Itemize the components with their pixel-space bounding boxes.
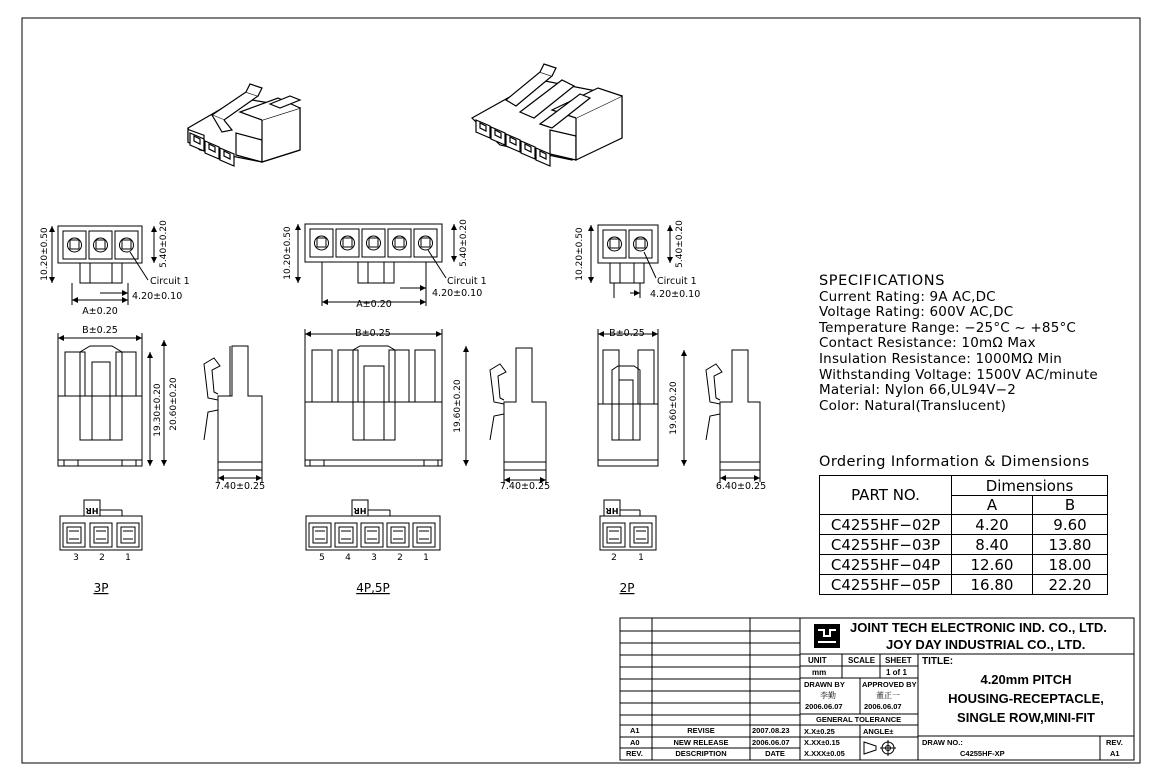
v3p-side-dim: 7.40±0.25 [214,481,266,492]
table-row [820,575,1108,595]
drawno-label: DRAW NO.: [922,738,963,747]
v2p-dim-b: B±0.25 [609,328,645,339]
v45p-dim-right: 5.40±0.20 [459,219,469,267]
part-cell: C4255HF−05P [820,575,952,595]
general-tolerance-label: GENERAL TOLERANCE [816,715,902,724]
spec-line: Current Rating: 9A AC,DC [819,288,996,305]
v45p-label: 4P,5P [356,581,390,595]
company-logo-icon [814,624,840,648]
angle-label: ANGLE± [863,727,894,736]
approved-date: 2006.06.07 [864,702,902,711]
b-cell: 18.00 [1033,555,1108,575]
table-row [820,535,1108,555]
side-view-3p [204,346,262,482]
v3p-dim-a: A±0.20 [82,306,118,317]
v3p-pin-1: 1 [125,553,131,563]
title-label: TITLE: [922,656,954,667]
spec-line: Insulation Resistance: 1000MΩ Min [819,350,1063,367]
rev-row-2-desc: NEW RELEASE [673,738,729,747]
v2p-dim-height: 10.20±0.50 [575,227,585,281]
ordering-table [819,475,1108,595]
spec-line: Withstanding Voltage: 1500V AC/minute [819,366,1098,383]
v2p-side-dim: 6.40±0.25 [715,481,767,492]
part-cell: C4255HF−04P [820,555,952,575]
v3p-pitch-dim: 4.20±0.10 [132,291,183,302]
v45p-pin-1: 1 [423,553,429,563]
approved-by-label: APPROVED BY [862,680,917,689]
sheet-value: 1 of 1 [886,668,907,677]
rev-value: A1 [1110,749,1120,758]
front-view-2p [591,225,670,298]
a-cell: 12.60 [952,555,1033,575]
mating-view-3p [60,500,142,550]
rev-header-desc: DESCRIPTION [675,749,727,758]
v45p-side-dim: 7.40±0.25 [499,481,551,492]
v3p-pin-3: 3 [73,553,79,563]
rev-header-rev: REV. [626,749,643,758]
side-view-5p [490,348,546,484]
v2p-label: 2P [619,581,635,595]
drawn-date: 2006.06.07 [805,702,843,711]
projection-symbol-icon [862,738,902,756]
v45p-dim-a: A±0.20 [356,299,392,310]
company-name-2: JOY DAY INDUSTRIAL CO., LTD. [886,637,1086,652]
v2p-pitch-dim: 4.20±0.10 [650,289,701,300]
v45p-h1: 19.60±0.20 [453,379,463,433]
front-view-5p [298,224,454,306]
tolerance-3: X.XXX±0.05 [804,749,845,758]
v2p-pin-2: 2 [611,553,617,563]
col-dims-header: Dimensions [952,476,1108,496]
spec-line: Temperature Range: −25°C ~ +85°C [819,319,1077,336]
ordering-title: Ordering Information & Dimensions [819,454,1090,470]
specifications [819,274,1098,414]
table-row [820,555,1108,575]
scale-label: SCALE [848,656,876,665]
title-line-3: SINGLE ROW,MINI-FIT [957,710,1095,725]
v3p-pin-2: 2 [99,553,105,563]
approved-by-name: 董正一 [876,691,900,700]
v2p-logo-mark: HR [605,506,619,515]
unit-value: mm [812,668,827,677]
table-row [820,515,1108,535]
rev-label: REV. [1106,738,1123,747]
b-cell: 9.60 [1033,515,1108,535]
col-a-header: A [952,496,1033,515]
v2p-dim-right: 5.40±0.20 [675,220,685,268]
a-cell: 4.20 [952,515,1033,535]
v45p-pin-3: 3 [371,553,377,563]
company-name-1: JOINT TECH ELECTRONIC IND. CO., LTD. [850,620,1107,635]
v2p-circuit-label: Circuit 1 [657,276,697,287]
iso-view-3p [188,84,300,166]
drawno-value: C4255HF-XP [960,749,1005,758]
v3p-logo-mark: HR [85,506,99,515]
v3p-dim-right: 5.40±0.20 [159,220,169,268]
v45p-pin-4: 4 [345,553,351,563]
rev-row-1-desc: REVISE [687,726,715,735]
tolerance-2: X.XX±0.15 [804,738,840,747]
back-view-5p [305,329,466,466]
spec-line: Color: Natural(Translucent) [819,397,1007,414]
v45p-dim-height: 10.20±0.50 [283,226,293,280]
drawn-by-label: DRAWN BY [804,680,845,689]
rev-row-1-rev: A1 [630,726,640,735]
col-part-header: PART NO. [820,476,952,515]
part-cell: C4255HF−02P [820,515,952,535]
tolerance-1: X.X±0.25 [804,727,835,736]
side-view-2p [706,350,760,482]
spec-heading: SPECIFICATIONS [819,273,946,289]
title-line-2: HOUSING-RECEPTACLE, [948,691,1104,706]
spec-line: Contact Resistance: 10mΩ Max [819,335,1036,352]
title-line-1: 4.20mm PITCH [980,672,1072,687]
a-cell: 8.40 [952,535,1033,555]
v3p-circuit-label: Circuit 1 [150,276,190,287]
unit-label: UNIT [808,656,827,665]
b-cell: 22.20 [1033,575,1108,595]
v2p-h1: 19.60±0.20 [669,381,679,435]
mating-view-5p [306,500,440,550]
sheet-label: SHEET [885,656,912,665]
v45p-dim-b: B±0.25 [355,328,391,339]
v45p-pin-5: 5 [319,553,325,563]
v2p-pin-1: 1 [638,553,644,563]
rev-row-1-date: 2007.08.23 [752,726,790,735]
v45p-pitch-dim: 4.20±0.10 [432,288,483,299]
part-cell: C4255HF−03P [820,535,952,555]
back-view-3p [58,333,164,466]
v45p-logo-mark: HR [353,506,367,515]
rev-header-date: DATE [765,749,785,758]
v3p-dim-b: B±0.25 [82,325,118,336]
a-cell: 16.80 [952,575,1033,595]
v3p-h2: 20.60±0.20 [169,377,179,431]
rev-row-2-rev: A0 [630,738,640,747]
b-cell: 13.80 [1033,535,1108,555]
v3p-h1: 19.30±0.20 [153,383,163,437]
v3p-label: 3P [93,581,109,595]
rev-row-2-date: 2006.06.07 [752,738,790,747]
col-b-header: B [1033,496,1108,515]
v3p-dim-height: 10.20±0.50 [40,227,50,281]
drawn-by-name: 李勤 [820,691,836,700]
v45p-pin-2: 2 [397,553,403,563]
spec-line: Voltage Rating: 600V AC,DC [819,304,1014,321]
spec-line: Material: Nylon 66,UL94V−2 [819,382,1017,399]
iso-view-5p [472,64,622,166]
v45p-circuit-label: Circuit 1 [447,276,487,287]
